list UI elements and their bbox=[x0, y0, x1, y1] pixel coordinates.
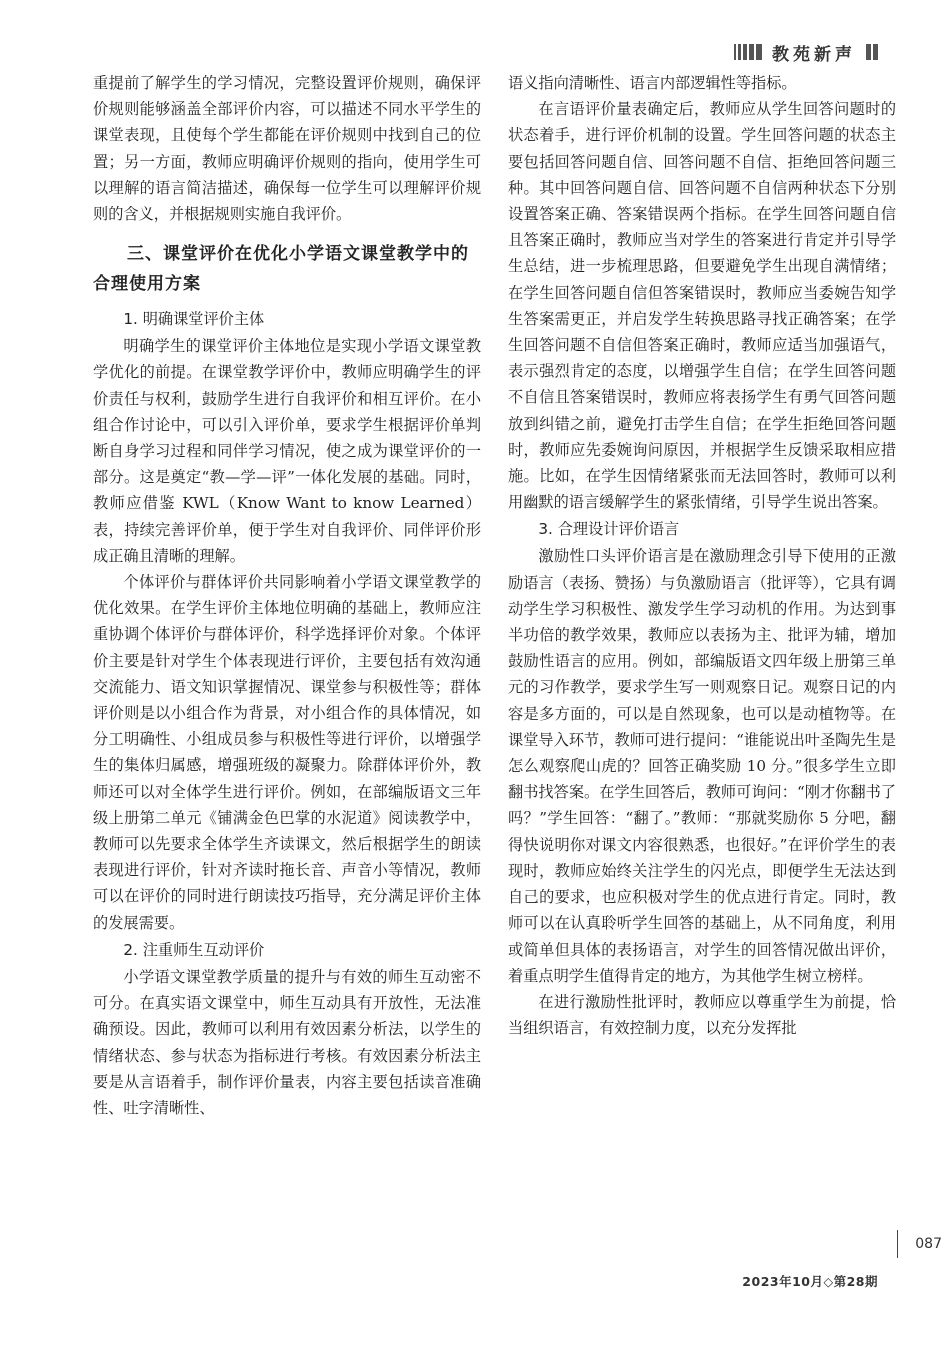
subsection-heading: 2. 注重师生互动评价 bbox=[123, 940, 265, 959]
page-number-box bbox=[897, 1230, 948, 1258]
header-bars-right bbox=[866, 44, 878, 60]
right-column bbox=[508, 70, 896, 1041]
paragraph: 个体评价与群体评价共同影响着小学语文课堂教学的优化效果。在学生评价主体地位明确的基础上，教师应注重协调个体评价与群体评价，科学选择评价对象。个体评价主要是针对学生个体表现进行评价，主要包括有效沟通交流能力、语文知识掌握情况、课堂参与积极性等；群体评价则是以小组合作为背景，对小组合作的具体情况，如分工明确性、小组成员参与积极性等进行评价，以增强学生的集体归属感，增强班级的凝聚力。除群体评价外，教师还可以对全体学生进行评价。例如，在部编版语文三年级上册第二单元《铺满金色巴掌的水泥道》阅读教学中，教师可以先要求全体学生齐读课文，然后根据学生的朗读表现进行评价，针对齐读时拖长音、声音小等情况，教师可以在评价的同时进行朗读技巧指导，充分满足评价主体的发展需要。 bbox=[93, 573, 481, 932]
paragraph: 在进行激励性批评时，教师应以尊重学生为前提，恰当组织语言，有效控制力度，以充分发挥批 bbox=[508, 992, 896, 1038]
paragraph: 激励性口头评价语言是在激励理念引导下使用的正激励语言（表扬、赞扬）与负激励语言（批评等），它具有调动学生学习积极性、激发学生学习动机的作用。为达到事半功倍的教学效果，教师应以表扬为主、批评为辅，增加鼓励性语言的应用。例如，部编版语文四年级上册第三单元的习作教学，要求学生写一则观察日记。观察日记的内容是多方面的，可以是自然现象，也可以是动植物等。在课堂导入环节，教师可进行提问：“谁能说出叶圣陶先生是怎么观察爬山虎的？回答正确奖励 10 分。”很多学生立即翻书找答案。在学生回答后，教师可询问：“刚才你翻书了吗？”学生回答：“翻了。”教师：“那就奖励你 5 分吧，翻得快说明你对课文内容很熟悉，也很好。”在评价学生的表现时，教师应始终关注学生的闪光点，即便学生无法达到自己的要求，也应积极对学生的优点进行肯定。同时，教师可以在认真聆听学生回答的基础上，从不同角度，利用或简单但具体的表扬语言，对学生的回答情况做出评价，着重点明学生值得肯定的地方，为其他学生树立榜样。 bbox=[508, 547, 896, 985]
paragraph: 小学语文课堂教学质量的提升与有效的师生互动密不可分。在真实语文课堂中，师生互动具有开放性，无法准确预设。因此，教师可以利用有效因素分析法，以学生的情绪状态、参与状态为指标进行考核。有效因素分析法主要是从言语着手，制作评价量表，内容主要包括读音准确性、吐字清晰性、 bbox=[93, 967, 481, 1117]
header-bars-decoration bbox=[734, 44, 762, 60]
issue-label: 2023年10月◇第28期 bbox=[742, 1274, 878, 1289]
subsection-heading: 1. 明确课堂评价主体 bbox=[123, 310, 265, 329]
paragraph: 重提前了解学生的学习情况，完整设置评价规则，确保评价规则能够涵盖全部评价内容，可以描述不同水平学生的课堂表现，且使每个学生都能在评价规则中找到自己的位置；另一方面，教师应明确评价规则的指向，使用学生可以理解的语言简洁描述，确保每一位学生可以理解评价规则的含义，并根据规则实施自我评价。 bbox=[93, 74, 481, 224]
paragraph: 在言语评价量表确定后，教师应从学生回答问题时的状态着手，进行评价机制的设置。学生回答问题的状态主要包括回答问题自信、回答问题不自信、拒绝回答问题三种。其中回答问题自信、回答问题不自信两种状态下分别设置答案正确、答案错误两个指标。在学生回答问题自信且答案正确时，教师应当对学生的答案进行肯定并引导学生总结，进一步梳理思路，但要避免学生出现自满情绪；在学生回答问题自信但答案错误时，教师应当委婉告知学生答案需更正，并启发学生转换思路寻找正确答案；在学生回答问题不自信但答案正确时，教师应适当加强语气，表示强烈肯定的态度，以增强学生自信；在学生回答问题不自信且答案错误时，教师应将表扬学生有勇气回答问题放到纠错之前，避免打击学生自信；在学生拒绝回答问题时，教师应先委婉询问原因，并根据学生反馈采取相应措施。比如，在学生因情绪紧张而无法回答时，教师可以利用幽默的语言缓解学生的紧张情绪，引导学生说出答案。 bbox=[508, 100, 896, 512]
running-header bbox=[734, 40, 878, 64]
header-title: 教苑新声 bbox=[772, 44, 856, 65]
paragraph: 语义指向清晰性、语言内部逻辑性等指标。 bbox=[508, 74, 797, 92]
subsection-heading: 3. 合理设计评价语言 bbox=[538, 520, 680, 539]
page-number: 087 bbox=[915, 1236, 942, 1252]
left-column bbox=[93, 70, 481, 1121]
section-heading: 三、课堂评价在优化小学语文课堂教学中的合理使用方案 bbox=[93, 244, 469, 295]
paragraph: 明确学生的课堂评价主体地位是实现小学语文课堂教学优化的前提。在课堂教学评价中，教师应明确学生的评价责任与权利，鼓励学生进行自我评价和相互评价。在小组合作讨论中，可以引入评价单，要求学生根据评价单判断自身学习过程和同伴学习情况，使之成为课堂评价的一部分。这是奠定“教—学—评”一体化发展的基础。同时，教师应借鉴 KWL（Know Want to know Learned）表，持续完善评价单，便于学生对自我评价、同伴评价形成正确且清晰的理解。 bbox=[93, 337, 481, 565]
